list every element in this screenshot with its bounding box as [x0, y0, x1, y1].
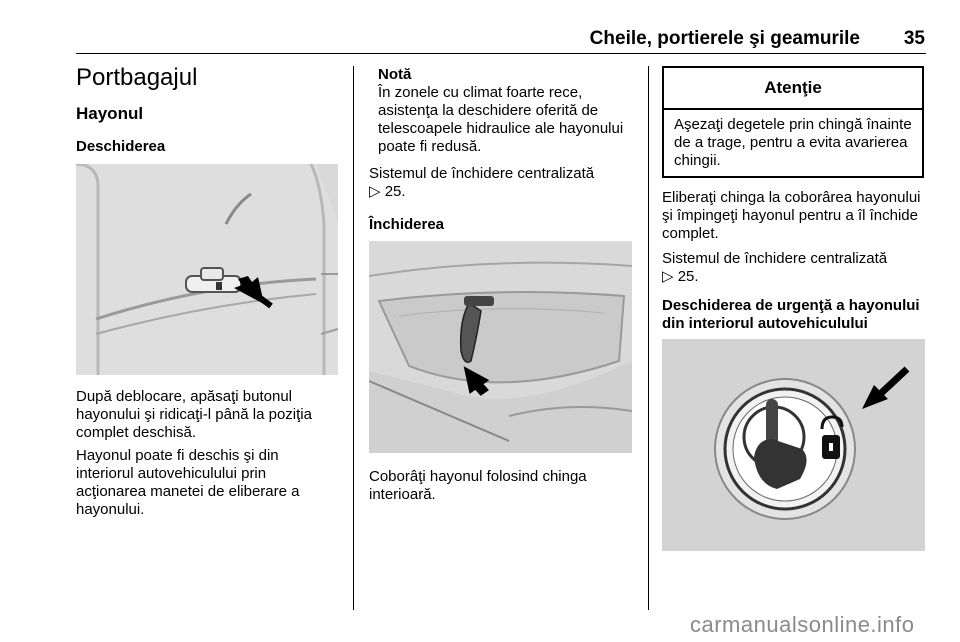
section-heading-closing: Închiderea	[369, 216, 445, 233]
tailgate-illustration	[76, 164, 338, 375]
caption-close-with-strap: Coborâţi hayonul folosind chinga interioară.	[369, 468, 587, 503]
emergency-release-illustration	[662, 339, 925, 551]
running-header: Cheile, portierele şi geamurile	[589, 28, 860, 49]
emergency-release-figure	[662, 339, 925, 551]
reference-page: 25.	[677, 268, 699, 285]
paragraph-unlock-open: După deblocare, apăsaţi butonul hayonului şi ridicaţi-l până la poziţia complet deschisă.	[76, 388, 312, 441]
warning-box	[662, 66, 924, 178]
reference-text: Sistemul de închidere centralizată	[369, 165, 595, 182]
page-heading: Portbagajul	[76, 64, 198, 91]
strap-illustration	[369, 241, 632, 453]
reference-text: Sistemul de închidere centralizată	[662, 250, 888, 267]
section-heading-emergency-opening: Deschiderea de urgenţă a hayonului din interiorul autovehiculului	[662, 297, 920, 332]
warning-title: Atenţie	[664, 68, 922, 110]
tailgate-strap-figure	[369, 241, 632, 453]
paragraph-release-strap: Eliberaţi chinga la coborârea hayonului şi împingeţi hayonul pentru a îl închide complet.	[662, 189, 921, 242]
subheading: Hayonul	[76, 104, 144, 123]
reference-central-locking-2	[662, 250, 932, 286]
page-reference-icon: ▷	[662, 268, 674, 285]
reference-page: 25.	[384, 183, 406, 200]
warning-text: Aşezaţi degetele prin chingă înainte de a trage, pentru a evita avarierea chingii.	[674, 116, 912, 169]
watermark: carmanualsonline.info	[690, 612, 915, 637]
column-divider-1	[353, 66, 354, 610]
paragraph-open-from-inside: Hayonul poate fi deschis şi din interiorul autovehiculului prin acţionarea manetei de eliberare a hayonului.	[76, 447, 300, 518]
reference-central-locking	[369, 165, 639, 201]
section-heading-opening: Deschiderea	[76, 138, 166, 155]
page-number: 35	[903, 28, 925, 49]
note-text: În zonele cu climat foarte rece, asistenţa la deschidere oferită de telescoapele hidraulice ale hayonului poate fi redusă.	[378, 84, 624, 155]
page-reference-icon: ▷	[369, 183, 381, 200]
note-title: Notă	[378, 66, 412, 83]
tailgate-button-figure	[76, 164, 338, 375]
header-rule	[76, 53, 926, 54]
column-divider-2	[648, 66, 649, 610]
